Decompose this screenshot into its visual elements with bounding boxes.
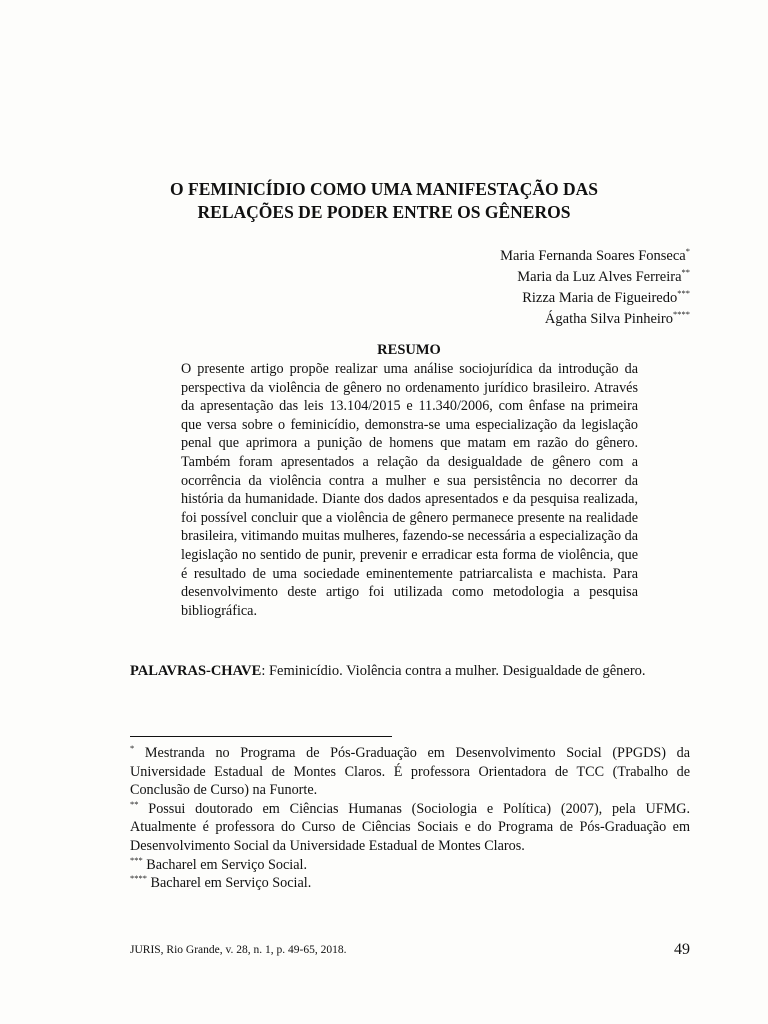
- keywords-text: : Feminicídio. Violência contra a mulher. Desigualdade de gênero.: [261, 663, 646, 679]
- page-number: 49: [674, 941, 690, 958]
- author-4: [500, 309, 690, 330]
- footnote-mark: ***: [130, 854, 143, 865]
- journal-citation: JURIS, Rio Grande, v. 28, n. 1, p. 49-65, 2018.: [130, 944, 347, 956]
- footnote-4: [130, 874, 690, 893]
- footnote-1: [130, 744, 690, 800]
- footnote-text: Bacharel em Serviço Social.: [147, 875, 312, 892]
- author-2: [500, 267, 690, 288]
- keywords: [130, 662, 690, 681]
- footnote-text: Mestranda no Programa de Pós-Graduação em Desenvolvimento Social (PPGDS) da Universidade Estadual de Montes Claros. É professora Orientadora de TCC (Trabalho de Conclusão de Curso) na Funorte.: [130, 745, 690, 799]
- keywords-label: PALAVRAS-CHAVE: [130, 663, 262, 679]
- abstract-text: O presente artigo propõe realizar uma análise sociojurídica da introdução da perspectiva da violência de gênero no ordenamento jurídico brasileiro. Através da apresentação das leis 13.104/2015 e 11.340/2006, com ênfase na primeira que versa sobre o feminicídio, demonstra-se uma especialização da legislação penal que aprimora a punição de homens que matam em razão do gênero. Também foram apresentados a relação da desigualdade de gênero com a ocorrência da violência contra a mulher e sua persistência no decorrer da história da humanidade. Diante dos dados apresentados e da pesquisa realizada, foi possível concluir que a violência de gênero permanece presente na realidade brasileira, vitimando muitas mulheres, fazendo-se necessária a especialização da legislação no sentido de punir, prevenir e erradicar esta forma de violência, que é resultado de uma sociedade eminentemente patriarcalista e machista. Para desenvolvimento deste artigo foi utilizada como metodologia a pesquisa bibliográfica.: [181, 361, 638, 619]
- author-list: [500, 246, 690, 330]
- footnote-3: [130, 856, 690, 875]
- footnote-mark: **: [130, 798, 139, 809]
- author-footnote-mark: **: [681, 267, 690, 277]
- footnote-mark: *: [130, 743, 135, 753]
- author-1: [500, 246, 690, 267]
- abstract-heading: RESUMO: [377, 342, 441, 358]
- footnote-text: Possui doutorado em Ciências Humanas (Sociologia e Política) (2007), pela UFMG. Atualmente é professora do Curso de Ciências Sociais e do Programa de Pós-Graduação em Desenvolvimento Social da Universidade Estadual de Montes Claros.: [130, 800, 690, 854]
- author-footnote-mark: ***: [677, 288, 690, 298]
- title-line-1: O FEMINICÍDIO COMO UMA MANIFESTAÇÃO DAS: [170, 179, 598, 199]
- author-name: Maria da Luz Alves Ferreira: [517, 269, 682, 285]
- author-name: Ágatha Silva Pinheiro: [544, 311, 673, 327]
- footnote-mark: ****: [130, 873, 147, 884]
- author-footnote-mark: *: [685, 246, 690, 256]
- author-footnote-mark: ****: [673, 309, 690, 319]
- footnote-text: Bacharel em Serviço Social.: [142, 856, 308, 873]
- title-line-2: RELAÇÕES DE PODER ENTRE OS GÊNEROS: [197, 202, 571, 222]
- footnote-2: [130, 800, 690, 856]
- author-name: Rizza Maria de Figueiredo: [522, 290, 678, 306]
- footnote-divider: [130, 736, 392, 737]
- author-name: Maria Fernanda Soares Fonseca: [500, 248, 686, 264]
- footnotes: [130, 744, 690, 893]
- author-3: [500, 288, 690, 309]
- article-title: [100, 178, 668, 224]
